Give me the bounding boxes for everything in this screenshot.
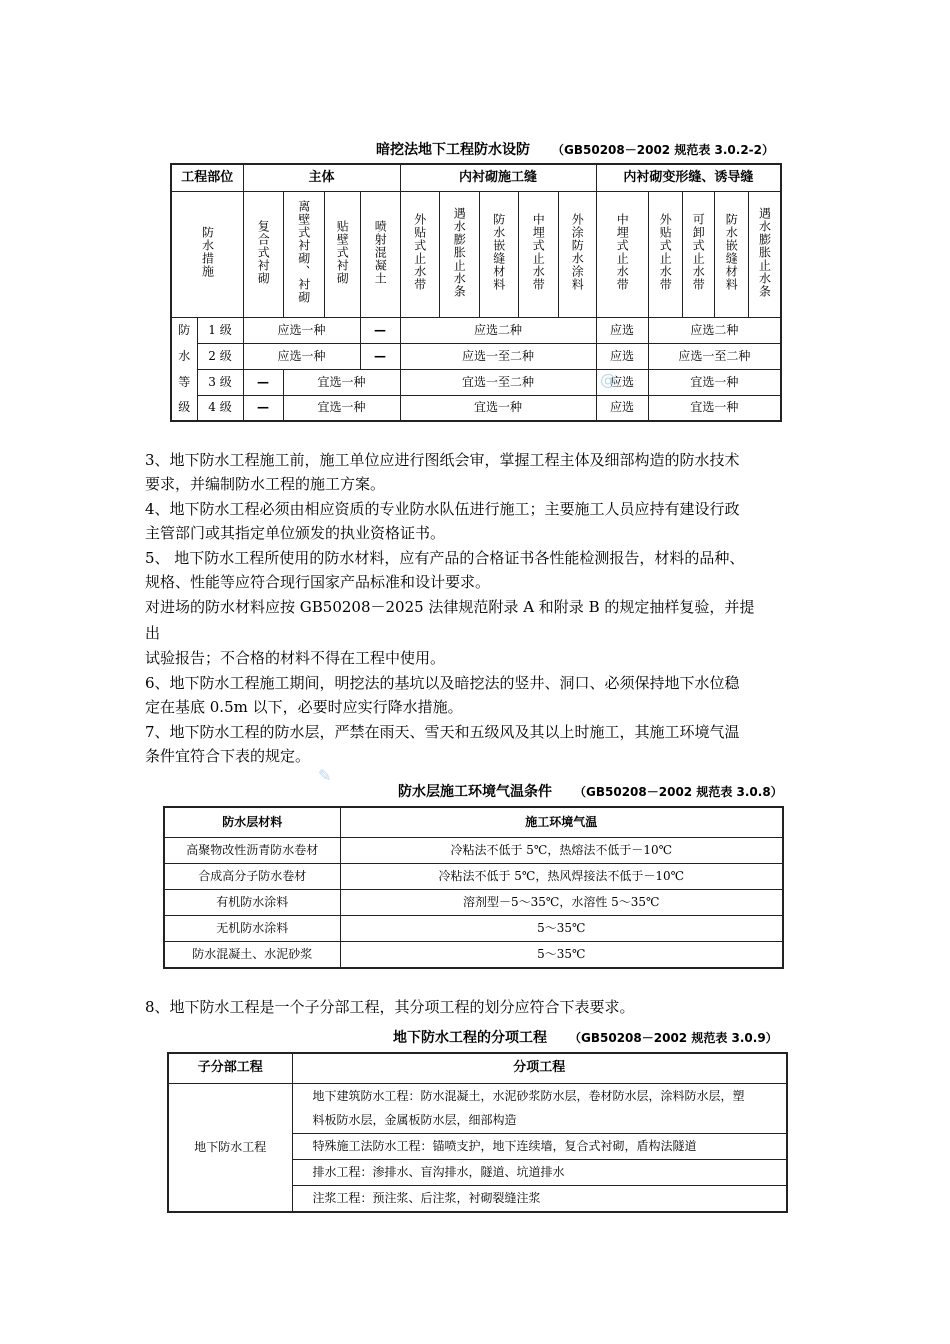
table3-code: （GB50208－2002 规范表 3.0.9） bbox=[569, 1031, 778, 1045]
col-header: 遇水膨胀止水条 bbox=[748, 191, 781, 317]
dash-cell: — bbox=[243, 369, 283, 395]
table1-code: （GB50208－2002 规范表 3.0.2-2） bbox=[552, 143, 774, 157]
header-main: 主体 bbox=[243, 164, 400, 191]
spray-cell: — bbox=[360, 343, 400, 369]
temp-cell: 5～35℃ bbox=[340, 941, 783, 968]
material-cell: 高聚物改性沥青防水卷材 bbox=[164, 837, 340, 863]
col-header: 遇水膨胀止水条 bbox=[439, 191, 479, 317]
spray-cell: — bbox=[360, 317, 400, 343]
header-joint: 内衬砌施工缝 bbox=[400, 164, 596, 191]
grade-level: 2 级 bbox=[197, 343, 243, 369]
sub-project-cell: 地下防水工程 bbox=[168, 1083, 292, 1212]
table1-caption bbox=[376, 139, 774, 159]
table-row bbox=[164, 889, 783, 915]
deform-cell-1: 应选 bbox=[596, 343, 648, 369]
col-header: 防水嵌缝材料 bbox=[714, 191, 748, 317]
table2-title: 防水层施工环境气温条件 bbox=[398, 784, 552, 800]
body-line: 7、地下防水工程的防水层，严禁在雨天、雪天和五级风及其以上时施工，其施工环境气温 bbox=[145, 723, 740, 741]
item-cell: 排水工程：渗排水、盲沟排水，隧道、坑道排水 bbox=[292, 1159, 787, 1185]
header-sub: 子分部工程 bbox=[168, 1053, 292, 1083]
joint-cell: 宜选一种 bbox=[400, 395, 596, 421]
header-material: 防水层材料 bbox=[164, 807, 340, 837]
table-row bbox=[171, 369, 781, 395]
main-cell: 应选一种 bbox=[243, 317, 360, 343]
item-cell: 注浆工程：预注浆、后注浆，衬砌裂缝注浆 bbox=[292, 1185, 787, 1212]
col-header: 外贴式止水带 bbox=[648, 191, 682, 317]
grade-char: 防 bbox=[171, 317, 197, 343]
col-header: 复合式衬砌 bbox=[243, 191, 283, 317]
table3-caption bbox=[393, 1027, 778, 1047]
deform-cell-2: 宜选一种 bbox=[648, 369, 781, 395]
col-header: 外涂防水涂料 bbox=[558, 191, 596, 317]
deform-cell-2: 应选二种 bbox=[648, 317, 781, 343]
body-line: 定在基底 0.5m 以下，必要时应实行降水措施。 bbox=[145, 698, 463, 716]
temp-cell: 冷粘法不低于 5℃，热熔法不低于－10℃ bbox=[340, 837, 783, 863]
grade-level: 1 级 bbox=[197, 317, 243, 343]
body-line: 出 bbox=[145, 624, 161, 642]
temp-cell: 溶剂型－5～35℃，水溶性 5～35℃ bbox=[340, 889, 783, 915]
grade-char: 水 bbox=[171, 343, 197, 369]
temp-cell: 5～35℃ bbox=[340, 915, 783, 941]
table-row bbox=[164, 837, 783, 863]
body-line: 试验报告；不合格的材料不得在工程中使用。 bbox=[145, 649, 446, 667]
waterproof-design-table bbox=[170, 163, 782, 422]
col-header: 外贴式止水带 bbox=[400, 191, 439, 317]
grade-char: 级 bbox=[171, 395, 197, 421]
grade-char: 等 bbox=[171, 369, 197, 395]
table-row bbox=[168, 1083, 787, 1133]
header-measure: 防水措施 bbox=[200, 226, 215, 278]
header-part: 工程部位 bbox=[171, 164, 243, 191]
body-line: 主管部门或其指定单位颁发的执业资格证书。 bbox=[145, 524, 446, 542]
header-measure-cell bbox=[171, 191, 243, 317]
item-line: 料板防水层，金属板防水层，细部构造 bbox=[312, 1113, 517, 1127]
body-line: 4、地下防水工程必须由相应资质的专业防水队伍进行施工；主要施工人员应持有建设行政 bbox=[145, 500, 740, 518]
material-cell: 合成高分子防水卷材 bbox=[164, 863, 340, 889]
temp-cell: 冷粘法不低于 5℃，热风焊接法不低于－10℃ bbox=[340, 863, 783, 889]
table-row bbox=[164, 915, 783, 941]
header-deform: 内衬砌变形缝、诱导缝 bbox=[596, 164, 781, 191]
main-cell: 宜选一种 bbox=[283, 369, 400, 395]
col-header: 防水嵌缝材料 bbox=[479, 191, 518, 317]
body-line: 要求，并编制防水工程的施工方案。 bbox=[145, 475, 386, 493]
joint-cell: 应选一至二种 bbox=[400, 343, 596, 369]
watermark-mark: @ bbox=[600, 370, 616, 389]
col-header: 中埋式止水带 bbox=[596, 191, 648, 317]
item-line: 地下建筑防水工程：防水混凝土，水泥砂浆防水层，卷材防水层，涂料防水层，塑 bbox=[312, 1089, 745, 1103]
body-line: 5、 地下防水工程所使用的防水材料，应有产品的合格证书各性能检测报告，材料的品种、 bbox=[145, 549, 745, 567]
header-item: 分项工程 bbox=[292, 1053, 787, 1083]
table-row bbox=[171, 395, 781, 421]
body-line: 条件宜符合下表的规定。 bbox=[145, 747, 311, 765]
table-row bbox=[171, 343, 781, 369]
header-temp: 施工环境气温 bbox=[340, 807, 783, 837]
table-row bbox=[164, 863, 783, 889]
col-header: 离壁式衬砌、衬砌 bbox=[283, 191, 324, 317]
body-line: 6、地下防水工程施工期间，明挖法的基坑以及暗挖法的竖井、洞口、必须保持地下水位稳 bbox=[145, 674, 740, 692]
item-cell bbox=[292, 1083, 787, 1133]
table2-caption bbox=[398, 781, 783, 801]
material-cell: 无机防水涂料 bbox=[164, 915, 340, 941]
table-row bbox=[171, 317, 781, 343]
deform-cell-1: 应选 bbox=[596, 395, 648, 421]
col-header: 可卸式止水带 bbox=[682, 191, 714, 317]
table2-code: （GB50208－2002 规范表 3.0.8） bbox=[574, 785, 783, 799]
temperature-table bbox=[163, 806, 784, 969]
grade-level: 4 级 bbox=[197, 395, 243, 421]
deform-cell-1: 应选 bbox=[596, 369, 648, 395]
sub-project-table bbox=[167, 1052, 788, 1213]
joint-cell: 宜选一至二种 bbox=[400, 369, 596, 395]
deform-cell-2: 宜选一种 bbox=[648, 395, 781, 421]
material-cell: 有机防水涂料 bbox=[164, 889, 340, 915]
main-cell: 宜选一种 bbox=[283, 395, 400, 421]
body-line: 8、地下防水工程是一个子分部工程，其分项工程的划分应符合下表要求。 bbox=[145, 998, 635, 1016]
dash-cell: — bbox=[243, 395, 283, 421]
material-cell: 防水混凝土、水泥砂浆 bbox=[164, 941, 340, 968]
deform-cell-2: 应选一至二种 bbox=[648, 343, 781, 369]
item-cell: 特殊施工法防水工程：锚喷支护，地下连续墙，复合式衬砌，盾构法隧道 bbox=[292, 1133, 787, 1159]
col-header: 喷射混凝土 bbox=[360, 191, 400, 317]
main-cell: 应选一种 bbox=[243, 343, 360, 369]
table3-title: 地下防水工程的分项工程 bbox=[393, 1030, 547, 1046]
joint-cell: 应选二种 bbox=[400, 317, 596, 343]
col-header: 贴壁式衬砌 bbox=[324, 191, 360, 317]
col-header: 中埋式止水带 bbox=[518, 191, 558, 317]
watermark-mark: ✎ bbox=[318, 766, 332, 785]
body-line: 规格、性能等应符合现行国家产品标准和设计要求。 bbox=[145, 573, 491, 591]
body-line: 对进场的防水材料应按 GB50208－2025 法律规范附录 A 和附录 B 的规定抽样复验，并提 bbox=[145, 598, 755, 616]
body-line: 3、地下防水工程施工前，施工单位应进行图纸会审，掌握工程主体及细部构造的防水技术 bbox=[145, 451, 740, 469]
deform-cell-1: 应选 bbox=[596, 317, 648, 343]
grade-level: 3 级 bbox=[197, 369, 243, 395]
table-row bbox=[164, 941, 783, 968]
table1-title: 暗挖法地下工程防水设防 bbox=[376, 142, 530, 158]
